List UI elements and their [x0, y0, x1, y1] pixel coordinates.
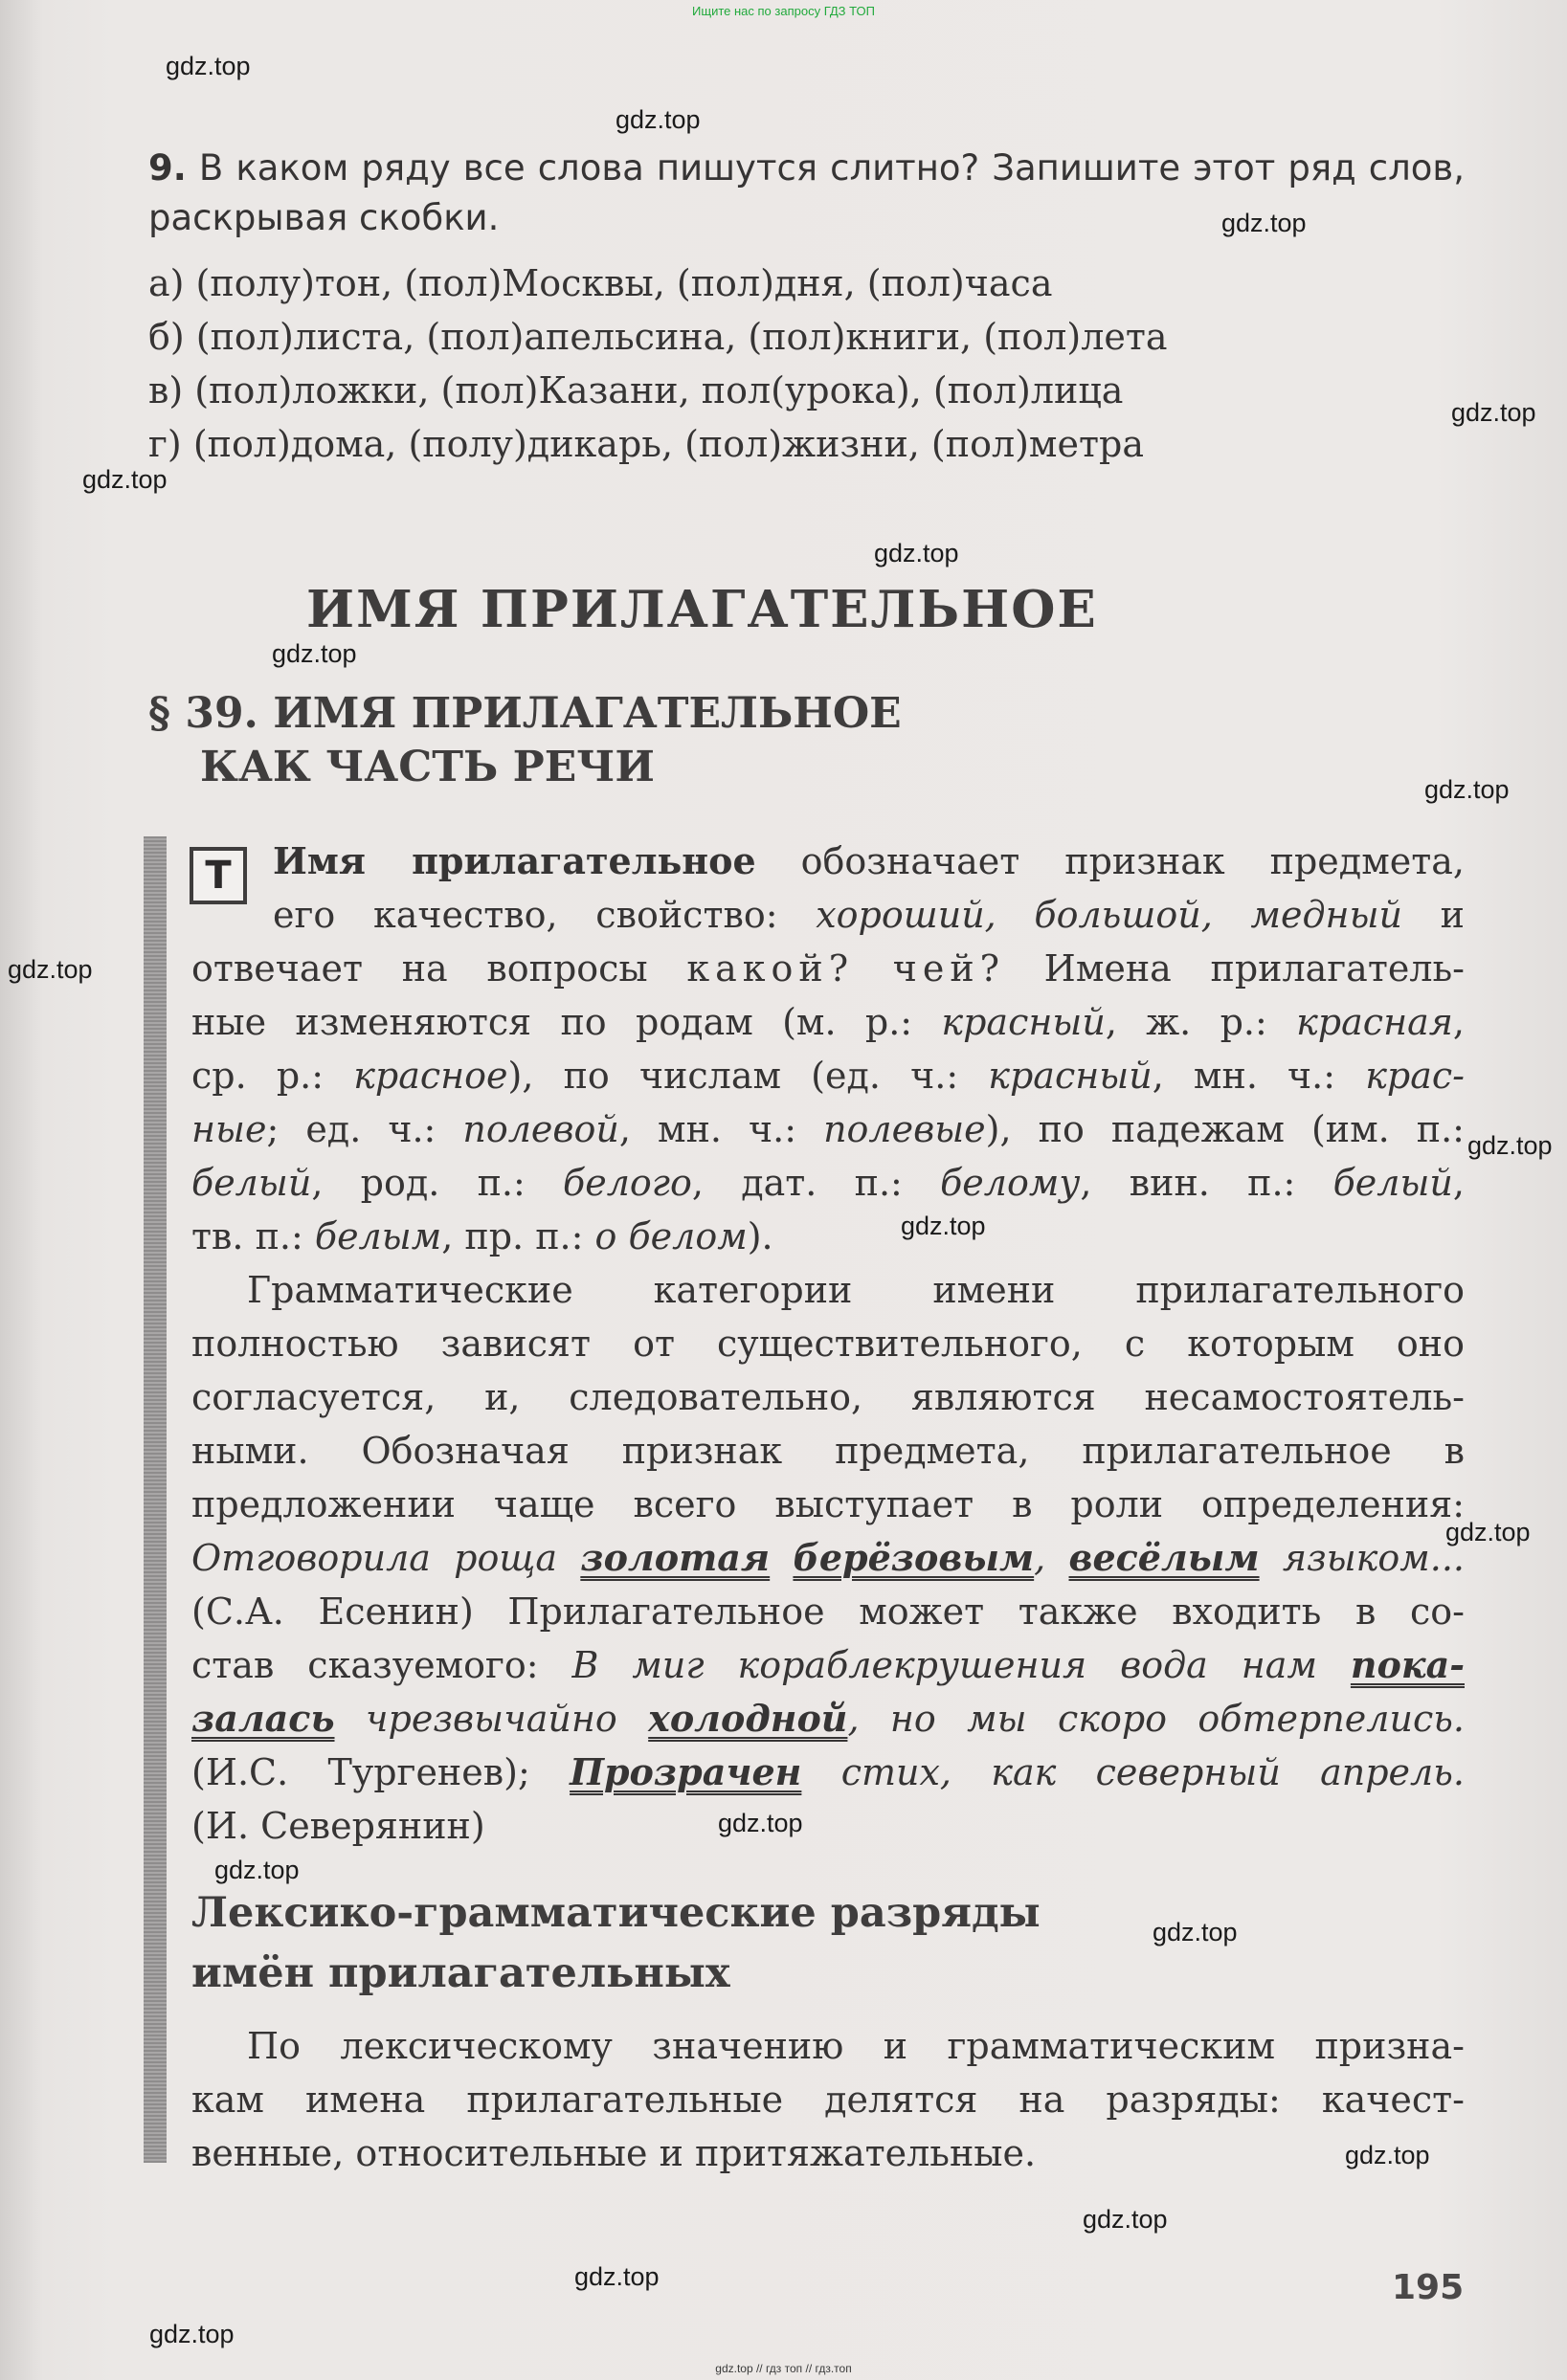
body-line-19: (И. Северянин) — [191, 1805, 485, 1847]
body-example: ные — [191, 1108, 267, 1150]
watermark: gdz.top — [166, 52, 251, 80]
body-example: полевой — [462, 1108, 619, 1150]
body-example: белого — [563, 1162, 692, 1204]
watermark: gdz.top — [1424, 775, 1510, 804]
body-example: полевые — [823, 1108, 986, 1150]
watermark: gdz.top — [616, 105, 701, 134]
body-text: Имена прилагатель- — [1005, 947, 1466, 990]
watermark: gdz.top — [1467, 1131, 1553, 1160]
body-text: , вин. п.: — [1080, 1162, 1333, 1204]
body-text: обозначает признак предмета, — [755, 840, 1465, 882]
underlined-word: холодной — [648, 1697, 848, 1740]
watermark: gdz.top — [901, 1212, 986, 1240]
task-option-d: г) (пол)дома, (полу)дикарь, (пол)жизни, (пол)метра — [148, 423, 1144, 465]
body-line-14: Отговорила роща золотая берёзовым, весёлым языком... — [191, 1536, 1465, 1579]
body-example: красный — [941, 1001, 1106, 1043]
body-text: ), по числам (ед. ч.: — [507, 1055, 989, 1097]
body-text: , — [1452, 1162, 1465, 1204]
body-text: отвечает на вопросы — [191, 947, 687, 990]
body-text: , ж. р.: — [1105, 1001, 1297, 1043]
body-line-22: венные, относительные и притяжательные. — [191, 2132, 1037, 2174]
task-option-a: а) (полу)тон, (пол)Москвы, (пол)дня, (пол)часа — [148, 262, 1053, 304]
body-line-7 — [191, 1156, 1465, 1210]
body-question: какой? — [686, 947, 855, 990]
quote-text: , но мы скоро обтерпелись. — [847, 1698, 1465, 1740]
underlined-word: Прозрачен — [570, 1750, 802, 1793]
body-example: белый — [191, 1162, 312, 1204]
body-text: ). — [747, 1215, 773, 1257]
subheading-line1: Лексико-грамматические разряды — [191, 1889, 1041, 1937]
body-example: белому — [940, 1162, 1081, 1204]
body-line-13: предложении чаще всего выступает в роли определения: — [191, 1483, 1465, 1525]
watermark: gdz.top — [8, 955, 93, 984]
watermark: gdz.top — [1083, 2205, 1168, 2234]
body-line-10: полностью зависят от существительного, с которым оно — [191, 1323, 1465, 1365]
task-number: 9. — [148, 147, 187, 189]
body-line-17 — [191, 1692, 1465, 1746]
quote-text: языком... — [1259, 1537, 1465, 1579]
theory-side-bar — [144, 836, 167, 2163]
body-example: хороший, большой, медный — [816, 894, 1403, 936]
body-line-18 — [191, 1746, 1465, 1799]
body-example: крас- — [1365, 1055, 1465, 1097]
body-text: и — [1402, 894, 1466, 936]
watermark: gdz.top — [1221, 209, 1307, 237]
body-question: чей? — [892, 947, 1006, 990]
top-banner[interactable]: Ищите нас по запросу ГДЗ ТОП — [692, 4, 875, 18]
watermark: gdz.top — [1445, 1518, 1531, 1546]
bottom-banner[interactable]: gdz.top // гдз топ // гдз.топ — [715, 2362, 852, 2375]
underlined-word: золотая — [580, 1536, 771, 1579]
watermark: gdz.top — [149, 2320, 235, 2348]
quote-text: стих, как северный апрель. — [801, 1751, 1466, 1793]
quote-text: Отговорила роща — [191, 1537, 581, 1579]
body-line-6 — [191, 1102, 1465, 1156]
body-line-21: кам имена прилагательные делятся на разряды: качест- — [191, 2079, 1465, 2121]
body-line-1 — [273, 834, 1465, 888]
term-adjective: Имя прилагательное — [273, 839, 756, 882]
quote-text: чрезвычайно — [334, 1698, 649, 1740]
body-text: , род. п.: — [311, 1162, 564, 1204]
page-number: 195 — [1392, 2268, 1465, 2307]
subheading — [191, 1883, 1041, 2004]
body-text: , пр. п.: — [441, 1215, 595, 1257]
body-line-4 — [191, 995, 1465, 1049]
underlined-word: пока- — [1350, 1643, 1465, 1686]
body-example: белым — [314, 1215, 442, 1257]
body-example: белый — [1332, 1162, 1453, 1204]
watermark: gdz.top — [1345, 2141, 1430, 2169]
task-option-c: в) (пол)ложки, (пол)Казани, пол(урока), (пол)лица — [148, 369, 1124, 411]
paragraph-title-line2: КАК ЧАСТЬ РЕЧИ — [200, 743, 655, 791]
body-example: красный — [988, 1055, 1153, 1097]
watermark: gdz.top — [1153, 1918, 1238, 1946]
body-line-5 — [191, 1049, 1465, 1102]
body-text: , мн. ч.: — [1152, 1055, 1366, 1097]
body-text: ные изменяются по родам (м. р.: — [191, 1001, 942, 1043]
body-line-11: согласуется, и, следовательно, являются несамостоятель- — [191, 1376, 1465, 1418]
body-text: , мн. ч.: — [618, 1108, 824, 1150]
body-line-8 — [191, 1210, 1465, 1263]
body-example: красная — [1296, 1001, 1453, 1043]
underlined-word: берёзовым — [793, 1536, 1035, 1579]
theory-t-icon: Т — [190, 847, 247, 904]
body-text: , дат. п.: — [691, 1162, 941, 1204]
body-line-12: ными. Обозначая признак предмета, прилагательное в — [191, 1430, 1465, 1472]
body-text: ср. р.: — [191, 1055, 354, 1097]
watermark: gdz.top — [1451, 398, 1536, 427]
underlined-word: весёлым — [1068, 1536, 1260, 1579]
section-title: ИМЯ ПРИЛАГАТЕЛЬНОЕ — [306, 580, 1098, 639]
subheading-line2: имён прилагательных — [191, 1949, 730, 1997]
body-example: красное — [353, 1055, 508, 1097]
body-text: ; ед. ч.: — [266, 1108, 463, 1150]
body-line-3 — [191, 942, 1465, 995]
watermark: gdz.top — [718, 1809, 803, 1837]
body-text: (И.С. Тургенев); — [191, 1751, 571, 1793]
body-line-2 — [273, 888, 1465, 942]
body-text: тв. п.: — [191, 1215, 315, 1257]
task-text: В каком ряду все слова пишутся слитно? Запишите этот ряд слов, раскрывая скобки. — [148, 147, 1465, 238]
quote-text: В миг кораблекрушения вода нам — [571, 1644, 1351, 1686]
watermark: gdz.top — [874, 539, 959, 567]
body-line-16 — [191, 1638, 1465, 1692]
body-line-9: Грамматические категории имени прилагательного — [247, 1269, 1465, 1311]
watermark: gdz.top — [82, 465, 168, 494]
paragraph-title-line1: § 39. ИМЯ ПРИЛАГАТЕЛЬНОЕ — [148, 689, 902, 738]
task-option-b: б) (пол)листа, (пол)апельсина, (пол)книги, (пол)лета — [148, 316, 1168, 358]
underlined-word: залась — [191, 1697, 335, 1740]
body-text: ), по падежам (им. п.: — [985, 1108, 1465, 1150]
watermark: gdz.top — [574, 2262, 660, 2291]
watermark: gdz.top — [214, 1856, 300, 1884]
paragraph-title — [148, 687, 902, 794]
watermark: gdz.top — [272, 639, 357, 668]
body-text: , — [1452, 1001, 1466, 1043]
body-text: став сказуемого: — [191, 1644, 572, 1686]
body-example: о белом — [594, 1215, 748, 1257]
body-line-20: По лексическому значению и грамматическим призна- — [247, 2025, 1465, 2067]
body-text: его качество, свойство: — [273, 894, 817, 936]
body-line-15: (С.А. Есенин) Прилагательное может также входить в со- — [191, 1590, 1465, 1633]
